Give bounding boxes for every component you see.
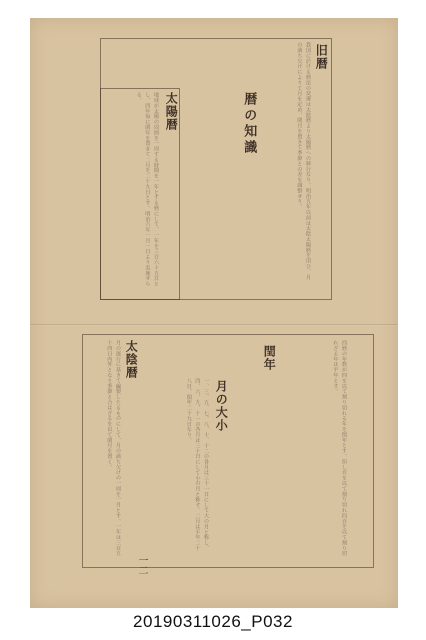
fold-line bbox=[30, 324, 398, 326]
section-heading-taiinreki: 太陰暦 bbox=[124, 340, 139, 379]
section-body-taiyoreki: 地球が太陽の周囲を一周する時間を一年とする暦にして、一年を三百六十五日とし、四年毎に閏年を置きて二月を二十九日とす。明治六年一月一日より実施せらる。 bbox=[135, 92, 159, 287]
section-body-taiinreki: 月の運行に基きて編製したるものにして、月の満ち欠けの一周を一月とす。一年は三百五十四日内外となり季節と合はざるを以て閏月を置く。 bbox=[106, 340, 121, 556]
section-heading-tsuki-no-daisho: 月の大小 bbox=[214, 380, 229, 432]
page-number: 一二 bbox=[136, 555, 147, 575]
section-body-urudoshi: 西暦の年数が四を以て割り切れる年を閏年とす。但し百を以て割り切れ四百を以て割り切れざる年は平年とす。 bbox=[332, 340, 347, 556]
section-body-tsuki-no-daisho: 一、三、五、七、八、十、十二の各月は三十一日にして大の月と称し、四、六、九、十一の各月は三十日にして小の月と称す。二月は平年二十八日、閏年二十九日なり。 bbox=[185, 378, 209, 551]
image-caption: 20190311026_P032 bbox=[133, 612, 293, 631]
section-heading-taiyoreki: 太陽暦 bbox=[164, 92, 179, 131]
section-heading-kyureki: 旧暦 bbox=[314, 44, 329, 70]
section-body-kyureki: 我国に於ける暦法の変遷は太陰暦より太陽暦への移行なり。明治五年以前は太陰太陽暦を用ひ、月の満ち欠けによりて月を定め、閏月を置きて季節との差を調整せり。 bbox=[296, 42, 311, 280]
section-heading-urudoshi: 閏年 bbox=[262, 345, 277, 371]
page-title: 暦の知識 bbox=[241, 92, 257, 156]
